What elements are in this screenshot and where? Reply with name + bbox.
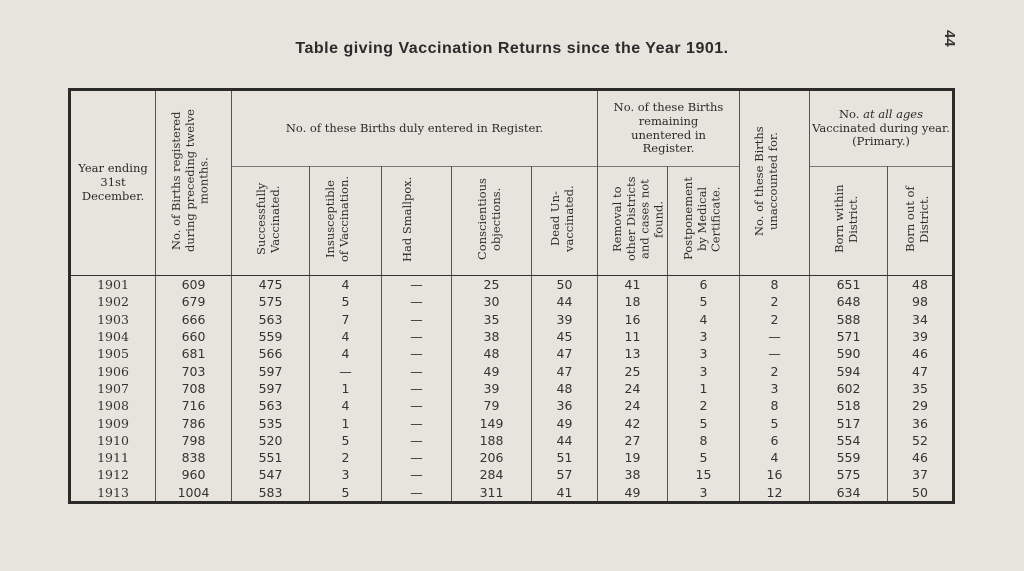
cell-postponement: 3 <box>668 345 740 362</box>
cell-postponement: 3 <box>668 362 740 379</box>
cell-births: 679 <box>156 293 232 310</box>
cell-unaccounted: 8 <box>740 397 810 414</box>
cell-conscientious: 206 <box>452 449 532 466</box>
cell-had-smallpox: — <box>382 276 452 294</box>
cell-postponement: 2 <box>668 397 740 414</box>
table-row <box>70 380 954 397</box>
header-group-unentered: No. of these Births remaining unentered in Register. <box>598 90 740 167</box>
cell-unaccounted: 4 <box>740 449 810 466</box>
table-row <box>70 414 954 431</box>
cell-unaccounted: 16 <box>740 466 810 483</box>
cell-dead-unvaccinated: 49 <box>532 414 598 431</box>
cell-insusceptible: — <box>310 362 382 379</box>
cell-year: 1911 <box>70 449 156 466</box>
cell-had-smallpox: — <box>382 380 452 397</box>
cell-removal: 24 <box>598 380 668 397</box>
table-row <box>70 328 954 345</box>
cell-dead-unvaccinated: 39 <box>532 311 598 328</box>
cell-had-smallpox: — <box>382 362 452 379</box>
cell-conscientious: 38 <box>452 328 532 345</box>
cell-insusceptible: 4 <box>310 328 382 345</box>
cell-successfully-vaccinated: 566 <box>232 345 310 362</box>
cell-removal: 16 <box>598 311 668 328</box>
header-conscientious: Conscientious objections. <box>452 167 532 276</box>
cell-born-within: 517 <box>810 414 888 431</box>
cell-successfully-vaccinated: 597 <box>232 362 310 379</box>
header-removal: Removal to other Districts and cases not found. <box>598 167 668 276</box>
cell-births: 660 <box>156 328 232 345</box>
vaccination-returns-table <box>68 88 955 504</box>
cell-births: 708 <box>156 380 232 397</box>
cell-successfully-vaccinated: 547 <box>232 466 310 483</box>
cell-year: 1907 <box>70 380 156 397</box>
table-title: Table giving Vaccination Returns since the Year 1901. <box>295 40 729 57</box>
cell-born-out: 39 <box>888 328 954 345</box>
cell-dead-unvaccinated: 44 <box>532 432 598 449</box>
table-row <box>70 362 954 379</box>
cell-year: 1913 <box>70 484 156 503</box>
cell-year: 1901 <box>70 276 156 294</box>
cell-postponement: 15 <box>668 466 740 483</box>
cell-unaccounted: 6 <box>740 432 810 449</box>
cell-removal: 25 <box>598 362 668 379</box>
cell-unaccounted: 2 <box>740 311 810 328</box>
cell-removal: 13 <box>598 345 668 362</box>
header-year: Year ending 31st December. <box>70 90 156 276</box>
header-postponement: Postponement by Medical Certificate. <box>668 167 740 276</box>
table-body <box>70 276 954 503</box>
cell-successfully-vaccinated: 535 <box>232 414 310 431</box>
cell-conscientious: 284 <box>452 466 532 483</box>
header-born-out: Born out of District. <box>888 167 954 276</box>
cell-born-out: 29 <box>888 397 954 414</box>
cell-removal: 11 <box>598 328 668 345</box>
cell-postponement: 4 <box>668 311 740 328</box>
cell-born-out: 46 <box>888 449 954 466</box>
cell-had-smallpox: — <box>382 414 452 431</box>
cell-conscientious: 25 <box>452 276 532 294</box>
cell-insusceptible: 2 <box>310 449 382 466</box>
cell-insusceptible: 5 <box>310 484 382 503</box>
cell-dead-unvaccinated: 41 <box>532 484 598 503</box>
header-group-all-ages: No. at all ages Vaccinated during year. (Primary.) <box>810 90 954 167</box>
cell-unaccounted: 2 <box>740 362 810 379</box>
cell-successfully-vaccinated: 563 <box>232 397 310 414</box>
table-row <box>70 449 954 466</box>
cell-unaccounted: — <box>740 345 810 362</box>
cell-removal: 19 <box>598 449 668 466</box>
header-successfully-vaccinated: Successfully Vaccinated. <box>232 167 310 276</box>
cell-born-within: 634 <box>810 484 888 503</box>
cell-born-within: 594 <box>810 362 888 379</box>
cell-year: 1912 <box>70 466 156 483</box>
cell-born-out: 52 <box>888 432 954 449</box>
cell-born-out: 47 <box>888 362 954 379</box>
cell-conscientious: 79 <box>452 397 532 414</box>
cell-births: 681 <box>156 345 232 362</box>
cell-insusceptible: 3 <box>310 466 382 483</box>
cell-conscientious: 30 <box>452 293 532 310</box>
cell-postponement: 5 <box>668 414 740 431</box>
cell-had-smallpox: — <box>382 449 452 466</box>
cell-births: 716 <box>156 397 232 414</box>
cell-successfully-vaccinated: 583 <box>232 484 310 503</box>
cell-year: 1903 <box>70 311 156 328</box>
cell-births: 798 <box>156 432 232 449</box>
page-number: 44 <box>941 30 958 47</box>
cell-born-out: 36 <box>888 414 954 431</box>
cell-dead-unvaccinated: 47 <box>532 345 598 362</box>
cell-dead-unvaccinated: 50 <box>532 276 598 294</box>
cell-postponement: 6 <box>668 276 740 294</box>
cell-births: 1004 <box>156 484 232 503</box>
cell-dead-unvaccinated: 47 <box>532 362 598 379</box>
cell-year: 1904 <box>70 328 156 345</box>
header-births: No. of Births registered during preceding twelve months. <box>156 90 232 276</box>
cell-unaccounted: 12 <box>740 484 810 503</box>
cell-successfully-vaccinated: 597 <box>232 380 310 397</box>
cell-year: 1902 <box>70 293 156 310</box>
cell-conscientious: 188 <box>452 432 532 449</box>
cell-had-smallpox: — <box>382 345 452 362</box>
table-row <box>70 432 954 449</box>
cell-had-smallpox: — <box>382 311 452 328</box>
cell-births: 786 <box>156 414 232 431</box>
cell-postponement: 1 <box>668 380 740 397</box>
cell-successfully-vaccinated: 551 <box>232 449 310 466</box>
cell-insusceptible: 4 <box>310 397 382 414</box>
cell-unaccounted: — <box>740 328 810 345</box>
cell-births: 838 <box>156 449 232 466</box>
cell-unaccounted: 2 <box>740 293 810 310</box>
cell-born-within: 590 <box>810 345 888 362</box>
cell-postponement: 5 <box>668 293 740 310</box>
table-row <box>70 484 954 503</box>
cell-conscientious: 35 <box>452 311 532 328</box>
cell-births: 960 <box>156 466 232 483</box>
header-dead-unvaccinated: Dead Un-vaccinated. <box>532 167 598 276</box>
cell-removal: 41 <box>598 276 668 294</box>
cell-successfully-vaccinated: 520 <box>232 432 310 449</box>
header-unaccounted: No. of these Births unaccounted for. <box>740 90 810 276</box>
cell-born-within: 571 <box>810 328 888 345</box>
cell-births: 703 <box>156 362 232 379</box>
cell-born-out: 34 <box>888 311 954 328</box>
cell-removal: 38 <box>598 466 668 483</box>
cell-insusceptible: 7 <box>310 311 382 328</box>
cell-postponement: 5 <box>668 449 740 466</box>
cell-removal: 24 <box>598 397 668 414</box>
cell-had-smallpox: — <box>382 466 452 483</box>
cell-year: 1910 <box>70 432 156 449</box>
cell-insusceptible: 5 <box>310 293 382 310</box>
header-born-within: Born within District. <box>810 167 888 276</box>
cell-unaccounted: 3 <box>740 380 810 397</box>
cell-born-out: 98 <box>888 293 954 310</box>
cell-year: 1906 <box>70 362 156 379</box>
cell-born-within: 648 <box>810 293 888 310</box>
table-row <box>70 311 954 328</box>
cell-births: 609 <box>156 276 232 294</box>
cell-dead-unvaccinated: 36 <box>532 397 598 414</box>
cell-conscientious: 149 <box>452 414 532 431</box>
cell-unaccounted: 5 <box>740 414 810 431</box>
cell-insusceptible: 5 <box>310 432 382 449</box>
cell-successfully-vaccinated: 559 <box>232 328 310 345</box>
cell-had-smallpox: — <box>382 432 452 449</box>
cell-dead-unvaccinated: 45 <box>532 328 598 345</box>
cell-successfully-vaccinated: 475 <box>232 276 310 294</box>
cell-born-out: 48 <box>888 276 954 294</box>
cell-born-within: 651 <box>810 276 888 294</box>
cell-had-smallpox: — <box>382 293 452 310</box>
cell-conscientious: 311 <box>452 484 532 503</box>
cell-insusceptible: 1 <box>310 380 382 397</box>
cell-born-within: 518 <box>810 397 888 414</box>
table-row <box>70 345 954 362</box>
cell-conscientious: 48 <box>452 345 532 362</box>
cell-postponement: 3 <box>668 484 740 503</box>
cell-successfully-vaccinated: 563 <box>232 311 310 328</box>
cell-dead-unvaccinated: 48 <box>532 380 598 397</box>
cell-born-out: 50 <box>888 484 954 503</box>
cell-had-smallpox: — <box>382 397 452 414</box>
cell-born-out: 37 <box>888 466 954 483</box>
table-row <box>70 466 954 483</box>
cell-unaccounted: 8 <box>740 276 810 294</box>
cell-insusceptible: 1 <box>310 414 382 431</box>
cell-conscientious: 49 <box>452 362 532 379</box>
header-insusceptible: Insusceptible of Vaccination. <box>310 167 382 276</box>
cell-born-out: 46 <box>888 345 954 362</box>
table-row <box>70 276 954 294</box>
cell-born-within: 554 <box>810 432 888 449</box>
cell-year: 1908 <box>70 397 156 414</box>
cell-had-smallpox: — <box>382 328 452 345</box>
cell-removal: 42 <box>598 414 668 431</box>
cell-born-within: 602 <box>810 380 888 397</box>
cell-insusceptible: 4 <box>310 276 382 294</box>
cell-insusceptible: 4 <box>310 345 382 362</box>
cell-born-within: 575 <box>810 466 888 483</box>
cell-dead-unvaccinated: 51 <box>532 449 598 466</box>
cell-year: 1909 <box>70 414 156 431</box>
cell-year: 1905 <box>70 345 156 362</box>
header-group-register: No. of these Births duly entered in Register. <box>232 90 598 167</box>
cell-postponement: 8 <box>668 432 740 449</box>
cell-removal: 27 <box>598 432 668 449</box>
table-row <box>70 293 954 310</box>
cell-born-within: 588 <box>810 311 888 328</box>
cell-born-within: 559 <box>810 449 888 466</box>
cell-dead-unvaccinated: 57 <box>532 466 598 483</box>
cell-born-out: 35 <box>888 380 954 397</box>
cell-successfully-vaccinated: 575 <box>232 293 310 310</box>
cell-dead-unvaccinated: 44 <box>532 293 598 310</box>
cell-conscientious: 39 <box>452 380 532 397</box>
cell-removal: 18 <box>598 293 668 310</box>
cell-removal: 49 <box>598 484 668 503</box>
cell-births: 666 <box>156 311 232 328</box>
cell-postponement: 3 <box>668 328 740 345</box>
cell-had-smallpox: — <box>382 484 452 503</box>
table-row <box>70 397 954 414</box>
header-had-smallpox: Had Smallpox. <box>382 167 452 276</box>
